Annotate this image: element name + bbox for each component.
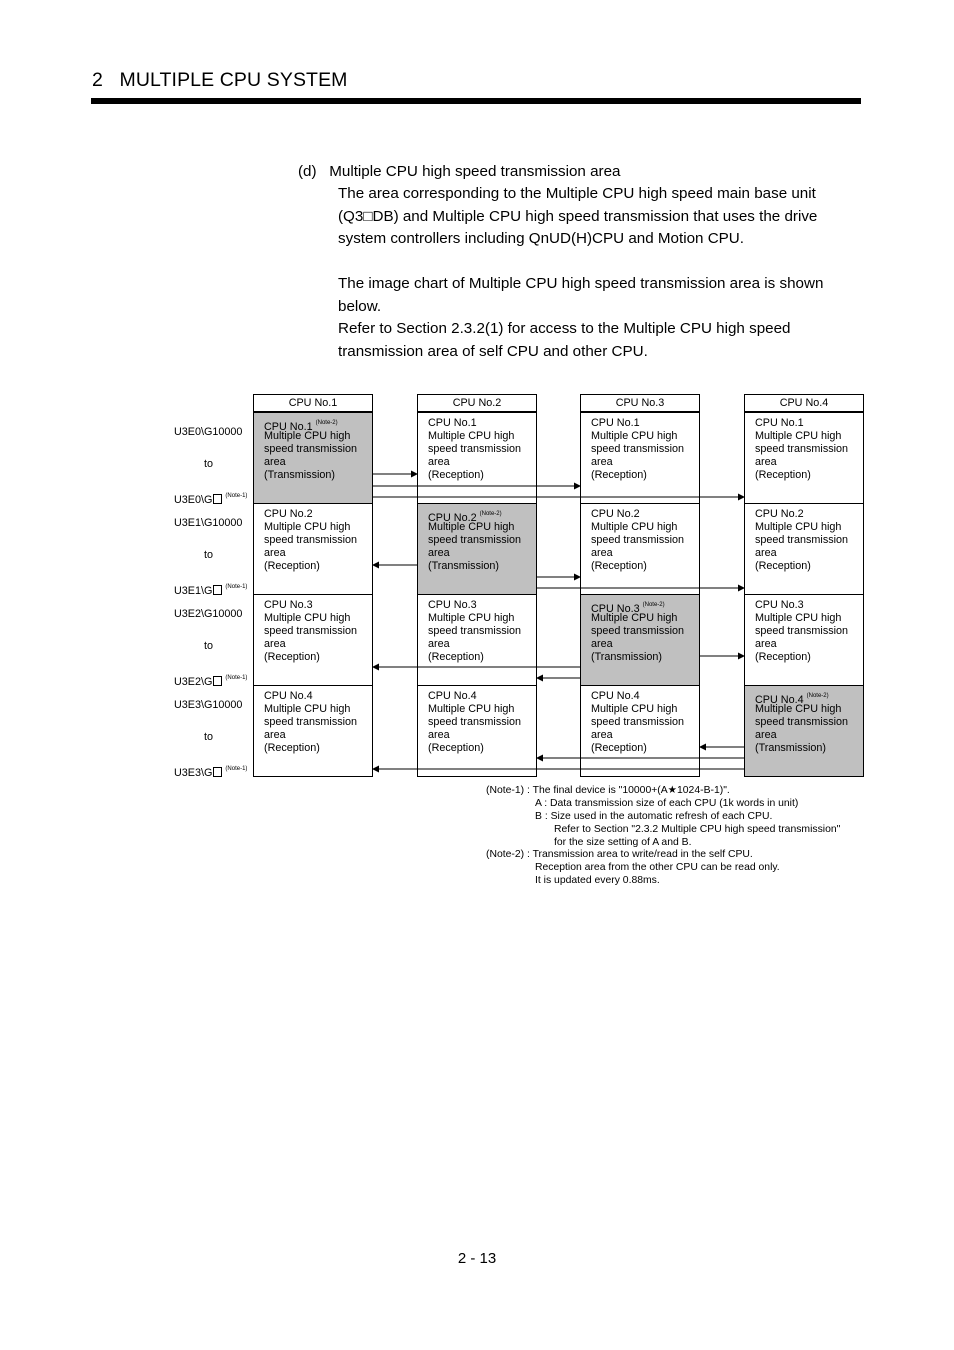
cell-area-type-text: (Transmission) [428,560,499,572]
cell-line-text: Multiple CPU high [591,521,678,533]
note-1-a: A : Data transmission size of each CPU (1k words in unit) [535,797,799,809]
device-range-end-prefix: U3E0\G [174,494,213,506]
cell-line-text: Multiple CPU high [428,430,515,442]
cell-line-text: Multiple CPU high [428,703,515,715]
paragraph-line: transmission area of self CPU and other CPU. [338,342,648,360]
paragraph-line: system controllers including QnUD(H)CPU and Motion CPU. [338,230,744,247]
cell-line-text: Multiple CPU high [755,521,842,533]
cell-line-text: area [264,456,286,468]
cell-line-text: area [755,456,777,468]
cell-area-type-text: (Transmission) [264,469,335,481]
cell-cpu-name-text: CPU No.2 [591,508,640,520]
cell-line-text: Multiple CPU high [755,612,842,624]
cell-line-text: speed transmission [755,625,849,637]
cell-line-text: Multiple CPU high [264,703,351,715]
cell-line-text: area [591,638,613,650]
note-1-marker: (Note-1) [225,766,248,772]
cell-cpu-name-text: CPU No.4 [264,690,313,702]
cell-cpu-name-text: CPU No.4 [428,690,477,702]
device-range-end-prefix: U3E2\G [174,676,213,688]
note-2-marker: (Note-2) [642,602,665,608]
cell-line-text: Multiple CPU high [755,703,842,715]
cell-cpu-name-text: CPU No.4 [755,694,804,706]
column-header-cpu-3: CPU No.3 [580,394,700,412]
cell-cpu-name-text: CPU No.2 [264,508,313,520]
cell-line-text: speed transmission [428,443,522,455]
cell-cpu-name-text: CPU No.2 [428,512,477,524]
column-header-cpu-2: CPU No.2 [417,394,537,412]
note-2-text: Transmission area to write/read in the self CPU. [532,849,753,861]
device-range-to: to [204,549,214,561]
cell-cpu-name-text: CPU No.1 [428,417,477,429]
cell-cpu-name-text: CPU No.3 [755,599,804,611]
cell-line-text: area [264,729,286,741]
cell-cpu-name-text: CPU No.1 [264,421,313,433]
cell-line-text: speed transmission [755,443,849,455]
note-2-marker: (Note-2) [806,693,829,699]
section-heading-text: Multiple CPU high speed transmission area [329,163,621,180]
cell-area-type-text: (Reception) [755,469,811,481]
cell-area-type-text: (Transmission) [755,742,826,754]
device-range-start: U3E2\G10000 [174,608,243,620]
device-range-end-prefix: U3E3\G [174,767,213,779]
note-1-b: B : Size used in the automatic refresh of each CPU. [535,810,773,822]
cell-line-text: area [591,456,613,468]
cell-line-text: Multiple CPU high [264,612,351,624]
cell-area-type-text: (Reception) [591,560,647,572]
cell-line-text: speed transmission [591,716,685,728]
cell-line-text: area [428,456,450,468]
note-2 [486,849,840,862]
note-2-line: It is updated every 0.88ms. [535,875,660,887]
device-range-to: to [204,640,214,652]
cell-line-text: Multiple CPU high [591,612,678,624]
cell-line-text: speed transmission [428,534,522,546]
note-1 [486,785,840,798]
note-1-ref: Refer to Section "2.3.2 Multiple CPU high speed transmission" [554,823,841,835]
cell-line-text: speed transmission [428,716,522,728]
paragraph-line: below. [338,297,382,315]
cell-area-type-text: (Reception) [428,651,484,663]
note-1-ref-cont: for the size setting of A and B. [554,836,692,848]
cell-area-type-text: (Reception) [755,560,811,572]
device-range-to: to [204,458,214,470]
cell-cpu-name-text: CPU No.4 [591,690,640,702]
note-1-marker: (Note-1) [225,493,248,499]
cell-line-text: speed transmission [755,716,849,728]
cell-line-text: area [264,638,286,650]
cell-line-text: area [591,547,613,559]
device-range-start: U3E1\G10000 [174,517,243,529]
cell-cpu-name-text: CPU No.3 [428,599,477,611]
cell-line-text: area [755,729,777,741]
cell-cpu-name-text: CPU No.2 [755,508,804,520]
cell-line-text: speed transmission [591,443,685,455]
cell-line-text: speed transmission [428,625,522,637]
paragraph-line: (Q3□DB) and Multiple CPU high speed transmission that uses the drive [338,207,818,225]
cell-area-type-text: (Reception) [428,469,484,481]
cell-line-text: speed transmission [264,716,358,728]
cell-line-text: Multiple CPU high [755,430,842,442]
cell-line-text: speed transmission [264,534,358,546]
note-2-marker: (Note-2) [315,420,338,426]
device-range-start: U3E3\G10000 [174,699,243,711]
device-range-to: to [204,731,214,743]
note-1-marker: (Note-1) [225,675,248,681]
cell-line-text: Multiple CPU high [264,430,351,442]
cell-line-text: Multiple CPU high [591,430,678,442]
cell-area-type-text: (Reception) [591,742,647,754]
section-marker: (d) [298,163,317,180]
column-header-cpu-1: CPU No.1 [253,394,373,412]
cell-line-text: Multiple CPU high [591,703,678,715]
note-2-marker: (Note-2) [479,511,502,517]
cell-line-text: speed transmission [591,625,685,637]
cell-line-text: speed transmission [264,625,358,637]
note-2-label: (Note-2) : [486,849,530,861]
page-number: 2 - 13 [457,1250,497,1267]
cell-line-text: speed transmission [755,534,849,546]
cell-area-type-text: (Reception) [264,560,320,572]
cell-line-text: speed transmission [591,534,685,546]
paragraph-line: The area corresponding to the Multiple CPU high speed main base unit [338,185,816,202]
cell-cpu-name-text: CPU No.3 [591,603,640,615]
cell-cpu-name-text: CPU No.3 [264,599,313,611]
cell-line-text: area [428,729,450,741]
chapter-name: MULTIPLE CPU SYSTEM [119,69,348,91]
note-1-text: The final device is "10000+(A★1024-B-1)". [532,785,730,796]
cell-cpu-name-text: CPU No.1 [591,417,640,429]
note-2-line: Reception area from the other CPU can be read only. [535,862,780,874]
cell-line-text: speed transmission [264,443,358,455]
chapter-number: 2 [92,69,103,91]
cell-line-text: area [591,729,613,741]
column-header-cpu-4: CPU No.4 [744,394,864,412]
device-range-end-prefix: U3E1\G [174,585,213,597]
cell-line-text: area [428,547,450,559]
cell-line-text: area [755,638,777,650]
cell-area-type-text: (Reception) [591,469,647,481]
cell-area-type-text: (Reception) [428,742,484,754]
cell-area-type-text: (Reception) [264,742,320,754]
cell-line-text: Multiple CPU high [428,521,515,533]
cell-line-text: area [428,638,450,650]
cell-line-text: Multiple CPU high [428,612,515,624]
paragraph-line: Refer to Section 2.3.2(1) for access to the Multiple CPU high speed [338,320,791,337]
cell-area-type-text: (Reception) [264,651,320,663]
paragraph-line: The image chart of Multiple CPU high speed transmission area is shown [338,275,824,292]
device-range-start: U3E0\G10000 [174,426,243,438]
cell-line-text: area [264,547,286,559]
cell-cpu-name-text: CPU No.1 [755,417,804,429]
diagram-notes [486,785,840,888]
cell-line-text: Multiple CPU high [264,521,351,533]
cell-line-text: area [755,547,777,559]
cell-area-type-text: (Transmission) [591,651,662,663]
cell-area-type-text: (Reception) [755,651,811,663]
note-1-label: (Note-1) : [486,785,530,796]
note-1-marker: (Note-1) [225,584,248,590]
